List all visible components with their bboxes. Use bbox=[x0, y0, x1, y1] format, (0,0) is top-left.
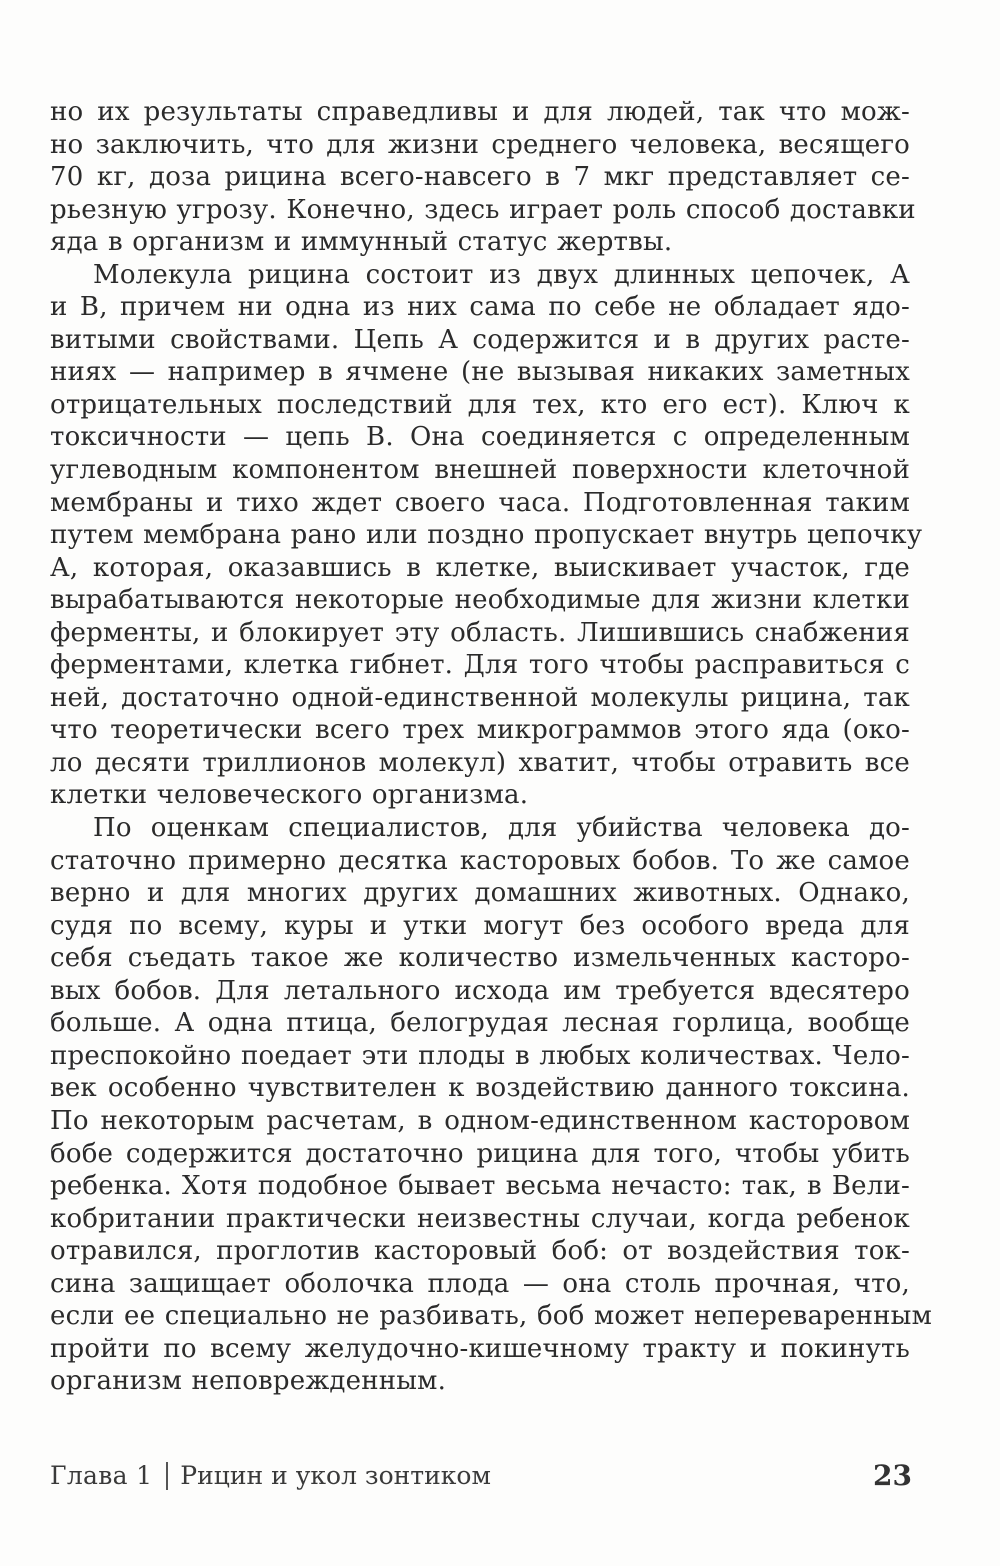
text-line: кобритании практически неизвестны случаи, когда ребенок bbox=[50, 1203, 910, 1234]
text-line: больше. А одна птица, белогрудая лесная горлица, вообще bbox=[50, 1008, 910, 1039]
body-text bbox=[50, 96, 932, 1398]
text-line: мембраны и тихо ждет своего часа. Подготовленная таким bbox=[50, 487, 910, 518]
running-head bbox=[50, 1456, 491, 1496]
text-line: Молекула рицина состоит из двух длинных цепочек, А bbox=[93, 259, 910, 290]
text-line: но их результаты справедливы и для людей, так что мож- bbox=[50, 97, 910, 127]
separator-bar bbox=[166, 1462, 168, 1490]
text-line: яда в организм и иммунный статус жертвы. bbox=[50, 227, 673, 258]
text-line: вых бобов. Для летального исхода им требуется вдесятеро bbox=[50, 975, 910, 1006]
text-line: и В, причем ни одна из них сама по себе не обладает ядо- bbox=[50, 292, 910, 323]
text-line: судя по всему, куры и утки могут без особого вреда для bbox=[50, 910, 910, 941]
page-number: 23 bbox=[873, 1459, 912, 1492]
text-line: век особенно чувствителен к воздействию данного токсина. bbox=[50, 1073, 910, 1104]
text-line: если ее специально не разбивать, боб может непереваренным bbox=[50, 1301, 932, 1332]
text-line: организм неповрежденным. bbox=[50, 1366, 447, 1397]
text-line: витыми свойствами. Цепь А содержится и в других расте- bbox=[50, 324, 910, 355]
text-line: ниях — например в ячмене (не вызывая никаких заметных bbox=[50, 357, 910, 388]
text-line: отравился, проглотив касторовый боб: от воздействия ток- bbox=[50, 1236, 910, 1267]
page-footer bbox=[50, 1456, 912, 1496]
text-line: отрицательных последствий для тех, кто его ест). Ключ к bbox=[50, 389, 910, 420]
text-line: ферменты, и блокирует эту область. Лишившись снабжения bbox=[50, 617, 910, 648]
text-line: А, которая, оказавшись в клетке, выискивает участок, где bbox=[50, 552, 910, 583]
text-line: ло десяти триллионов молекул) хватит, чтобы отравить все bbox=[50, 747, 910, 778]
text-line: углеводным компонентом внешней поверхности клеточной bbox=[50, 455, 910, 486]
paragraph-2 bbox=[50, 259, 923, 812]
text-line: что теоретически всего трех микрограммов этого яда (око- bbox=[50, 715, 910, 746]
text-line: себя съедать такое же количество измельченных касторо- bbox=[50, 943, 910, 974]
chapter-label: Глава 1 bbox=[50, 1461, 153, 1490]
text-line: ней, достаточно одной-единственной молекулы рицина, так bbox=[50, 682, 910, 713]
paragraph-1 bbox=[50, 96, 916, 259]
text-line: токсичности — цепь В. Она соединяется с определенным bbox=[50, 422, 910, 453]
text-line: По оценкам специалистов, для убийства человека до- bbox=[93, 813, 910, 844]
text-line: клетки человеческого организма. bbox=[50, 780, 529, 811]
text-line: преспокойно поедает эти плоды в любых количествах. Чело- bbox=[50, 1040, 910, 1071]
text-line: сина защищает оболочка плода — она столь прочная, что, bbox=[50, 1268, 910, 1299]
text-line: 70 кг, доза рицина всего-навсего в 7 мкг представляет се- bbox=[50, 162, 910, 193]
text-line: путем мембрана рано или поздно пропускает внутрь цепочку bbox=[50, 520, 923, 551]
text-line: вырабатываются некоторые необходимые для жизни клетки bbox=[50, 585, 910, 616]
text-line: По некоторым расчетам, в одном-единственном касторовом bbox=[50, 1105, 910, 1136]
text-line: но заключить, что для жизни среднего человека, весящего bbox=[50, 129, 910, 160]
text-line: пройти по всему желудочно-кишечному тракту и покинуть bbox=[50, 1333, 910, 1364]
chapter-title: Рицин и укол зонтиком bbox=[180, 1461, 491, 1490]
text-line: рьезную угрозу. Конечно, здесь играет роль способ доставки bbox=[50, 194, 916, 225]
paragraph-3 bbox=[50, 812, 932, 1398]
text-line: ребенка. Хотя подобное бывает весьма нечасто: так, в Вели- bbox=[50, 1171, 910, 1202]
text-line: ферментами, клетка гибнет. Для того чтобы расправиться с bbox=[50, 650, 910, 681]
text-line: статочно примерно десятка касторовых бобов. То же самое bbox=[50, 845, 910, 876]
text-line: верно и для многих других домашних животных. Однако, bbox=[50, 878, 910, 909]
text-line: бобе содержится достаточно рицина для того, чтобы убить bbox=[50, 1138, 910, 1169]
